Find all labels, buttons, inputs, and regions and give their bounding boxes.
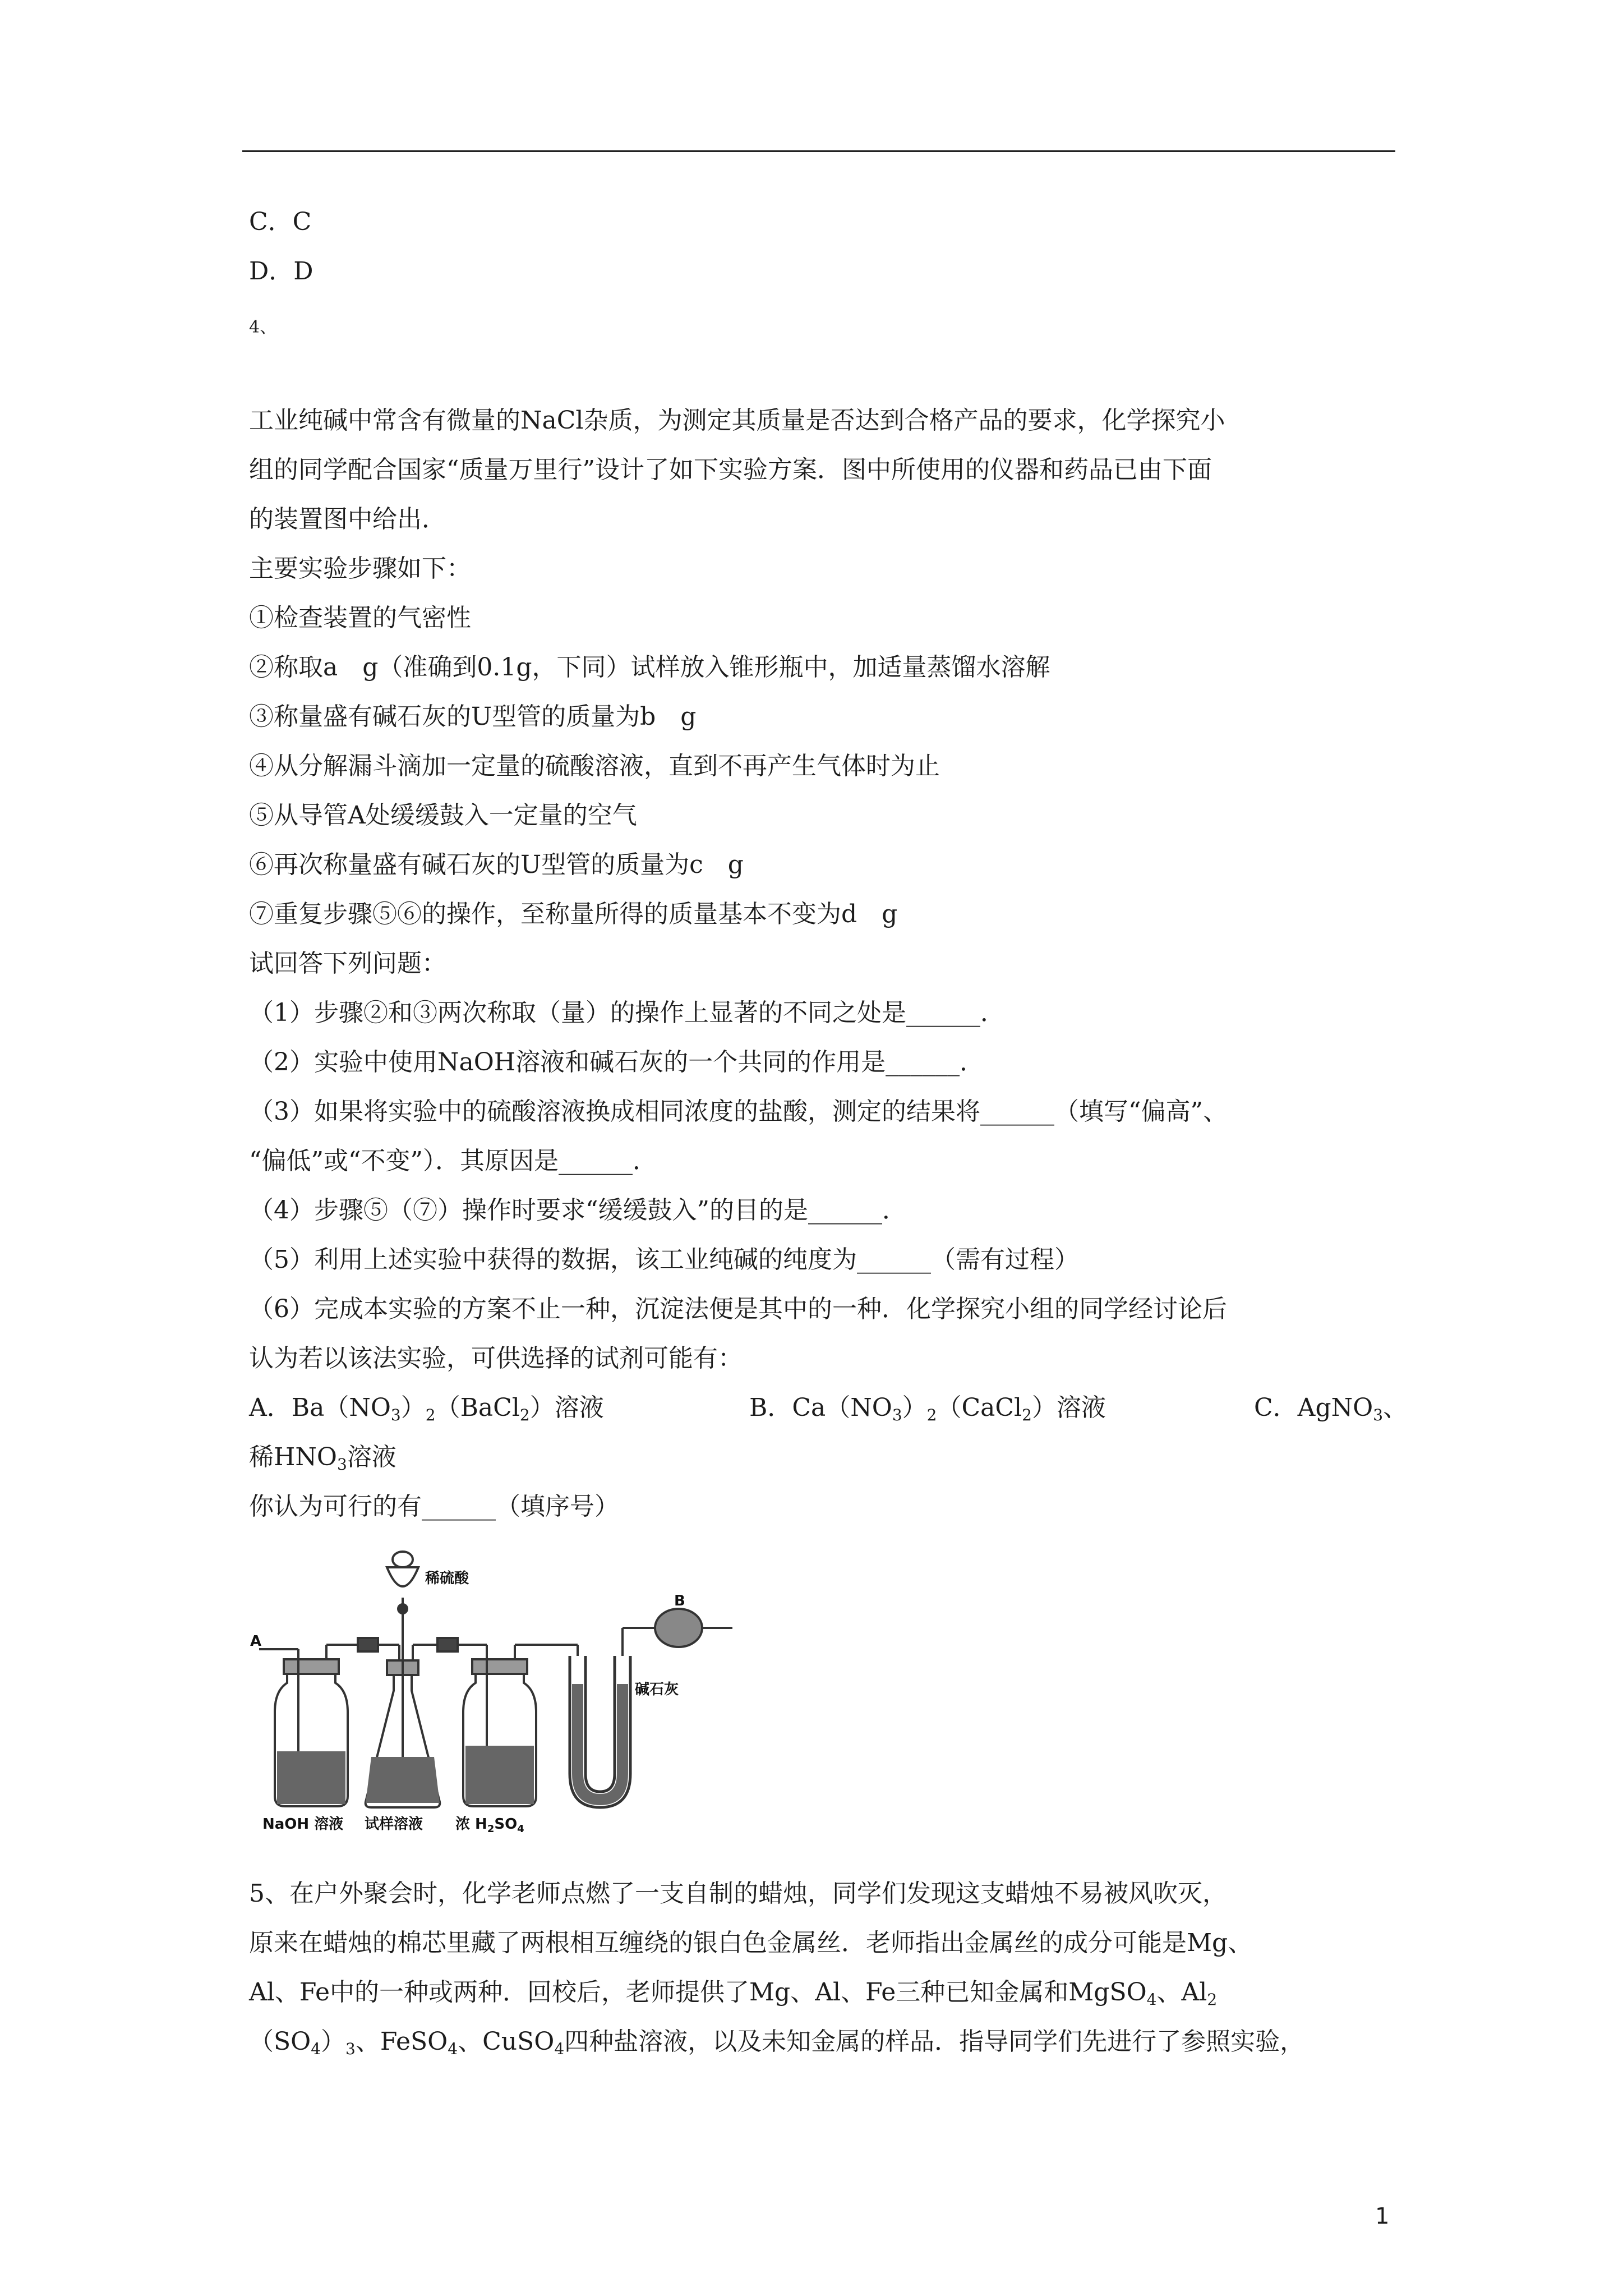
q5-line-3: Al、Fe中的一种或两种．回校后，老师提供了Mg、Al、Fe三种已知金属和MgSO$_4$、$Al_2$	[249, 1978, 1218, 2009]
q5-line-1: 5、在户外聚会时，化学老师点燃了一支自制的蜡烛，同学们发现这支蜡烛不易被风吹灭，	[249, 1879, 1227, 1908]
intro-line-1: 工业纯碱中常含有微量的NaCl杂质，为测定其质量是否达到合格产品的要求，化学探究小	[249, 406, 1225, 435]
intro-line-3: 的装置图中给出．	[249, 505, 446, 533]
choice-b: B．$Ca(NO_3)_2(CaCl_2)$溶液	[749, 1393, 1106, 1424]
label-h2so4: 浓 $H_2SO_4$	[455, 1816, 524, 1835]
question-2: （2）实验中使用NaOH溶液和碱石灰的一个共同的作用是______．	[249, 1048, 985, 1076]
question-4: （4）步骤⑤（⑦）操作时要求“缓缓鼓入”的目的是______．	[249, 1196, 907, 1225]
apparatus-svg	[247, 1544, 740, 1835]
steps-title: 主要实验步骤如下：	[249, 554, 471, 583]
choice-c: C．AgNO$_3$、	[1254, 1393, 1408, 1424]
step-1: ①检查装置的气密性	[249, 604, 471, 632]
option-c: C．C	[249, 208, 312, 236]
question-6: （6）完成本实验的方案不止一种，沉淀法便是其中的一种．化学探究小组的同学经讨论后	[249, 1295, 1227, 1323]
question-5: （5）利用上述实验中获得的数据，该工业纯碱的纯度为______（需有过程）	[249, 1245, 1079, 1274]
choice-c-cont: 稀$HNO_3$溶液	[249, 1443, 396, 1474]
question-1: （1）步骤②和③两次称取（量）的操作上显著的不同之处是______．	[249, 999, 1005, 1027]
label-naoh: NaOH 溶液	[262, 1816, 344, 1833]
label-sample: 试样溶液	[365, 1816, 423, 1833]
q5-line-2: 原来在蜡烛的棉芯里藏了两根相互缠绕的银白色金属丝．老师指出金属丝的成分可能是Mg、	[249, 1929, 1253, 1957]
question-6-cont: 认为若以该法实验，可供选择的试剂可能有：	[249, 1344, 743, 1373]
option-d: D．D	[249, 257, 313, 286]
question-3: （3）如果将实验中的硫酸溶液换成相同浓度的盐酸，测定的结果将______（填写“偏高”、	[249, 1097, 1228, 1126]
step-4: ④从分解漏斗滴加一定量的硫酸溶液，直到不再产生气体时为止	[249, 752, 940, 780]
label-a: A	[250, 1633, 262, 1650]
step-6: ⑥再次称量盛有碱石灰的U型管的质量为c g	[249, 850, 744, 879]
label-acid: 稀硫酸	[425, 1570, 469, 1587]
step-2: ②称取a g（准确到0.1g，下同）试样放入锥形瓶中，加适量蒸馏水溶解	[249, 653, 1050, 682]
choice-a: A．$Ba(NO_3)_2(BaCl_2)$溶液	[249, 1393, 604, 1424]
page-number: 1	[1375, 2203, 1390, 2229]
question-3-cont: “偏低”或“不变”）．其原因是______．	[249, 1147, 657, 1175]
header-rule	[242, 150, 1395, 152]
answer-prompt: 你认为可行的有______（填序号）	[249, 1492, 619, 1521]
step-5: ⑤从导管A处缓缓鼓入一定量的空气	[249, 801, 637, 830]
step-3: ③称量盛有碱石灰的U型管的质量为b g	[249, 702, 697, 731]
questions-title: 试回答下列问题：	[249, 949, 446, 978]
intro-line-2: 组的同学配合国家“质量万里行”设计了如下实验方案．图中所使用的仪器和药品已由下面	[249, 455, 1212, 484]
q5-line-4: $(SO_4)_3$、FeSO$_4$、CuSO$_4$四种盐溶液，以及未知金属的样品．指导同学们先进行了参照实验，	[249, 2027, 1305, 2058]
label-b: B	[674, 1593, 685, 1609]
apparatus-diagram	[247, 1544, 740, 1835]
label-lime: 碱石灰	[635, 1681, 679, 1698]
step-7: ⑦重复步骤⑤⑥的操作，至称量所得的质量基本不变为d g	[249, 900, 898, 928]
question-number: 4、	[249, 318, 277, 337]
